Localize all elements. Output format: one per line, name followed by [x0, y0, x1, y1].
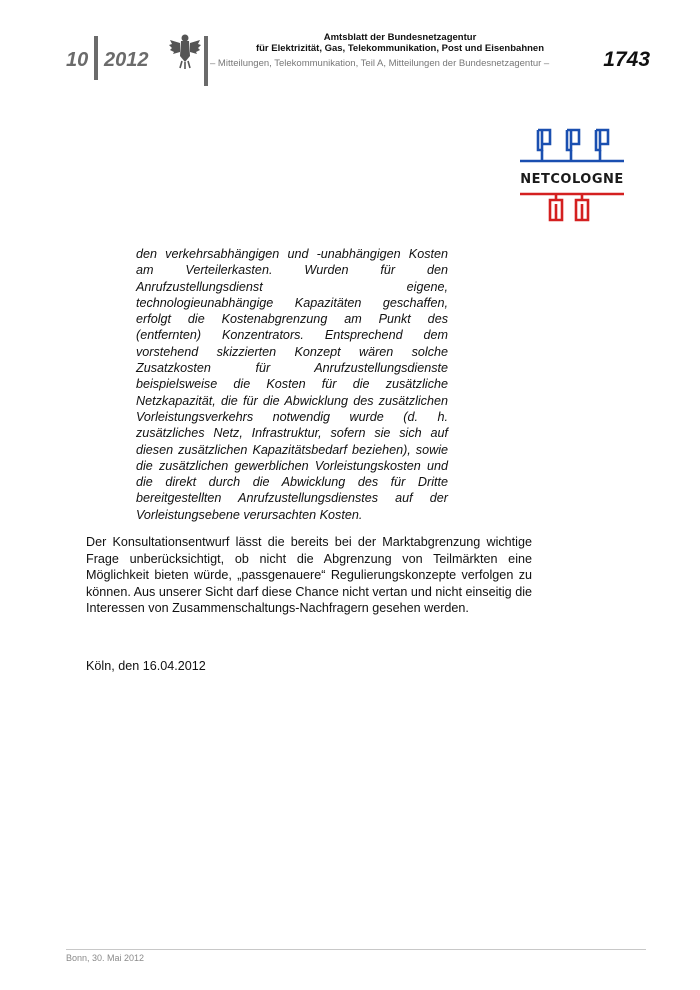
- publication-subtitle: – Mitteilungen, Telekommunikation, Teil A, Mitteilungen der Bundesnetzagentur –: [210, 58, 550, 69]
- footer-date: Bonn, 30. Mai 2012: [66, 953, 145, 963]
- header-divider: [204, 36, 208, 86]
- issue-number: 10: [66, 49, 89, 71]
- footer-rule: [66, 949, 646, 950]
- federal-eagle-icon: [168, 32, 202, 70]
- publication-title-line2: für Elektrizität, Gas, Telekommunikation, Post und Eisenbahnen: [255, 43, 545, 54]
- issue-year: 2012: [104, 49, 149, 71]
- publication-title-line1: Amtsblatt der Bundesnetzagentur: [323, 32, 477, 43]
- netcologne-logo: [516, 122, 628, 230]
- place-date-signoff: Köln, den 16.04.2012: [86, 659, 206, 673]
- quoted-text-block: den verkehrsabhängigen und -unabhängigen Kosten am Verteilerkasten. Wurden für den Anrufzustellungsdienst eigene, technologieunabhängige Kapazitäten geschaffen, erfolgt die Kostenabgrenzung am Punkt des (entfernten) Konzentrators. Entsprechend dem vorstehend skizzierten Konzept wären solche Zusatzkosten für Anrufzustellungsdienste beispielsweise die Kosten für die zusätzliche Netzkapazität, die für die Abwicklung des zusätzlichen Vorleistungsverkehrs notwendig wurde (d. h. zusätzliches Netz, Infrastruktur, sofern sie sich auf diesen zusätzlichen Kapazitätsbedarf beziehen), sowie die zusätzlichen gewerblichen Vorleistungskosten und die direkt durch die Abwicklung des für Dritte bereitgestellten Anrufzustellungsdienstes auf der Vorleistungsebene verursachten Kosten.: [136, 247, 448, 522]
- issue-divider: [94, 36, 98, 80]
- page-number: 1743: [603, 48, 650, 71]
- publication-title: [210, 32, 590, 54]
- logo-text: NETCOLOGNE: [520, 172, 624, 187]
- body-paragraph: Der Konsultationsentwurf lässt die bereits bei der Marktabgrenzung wichtige Frage unberücksichtigt, ob nicht die Abgrenzung von Teilmärkten eine Möglichkeit bieten würde, „passgenauere“ Regulierungskonzepte verfolgen zu können. Aus unserer Sicht darf diese Chance nicht vertan und nicht einseitig die Interessen von Zusammenschaltungs-Nachfragern gesehen werden.: [86, 535, 532, 616]
